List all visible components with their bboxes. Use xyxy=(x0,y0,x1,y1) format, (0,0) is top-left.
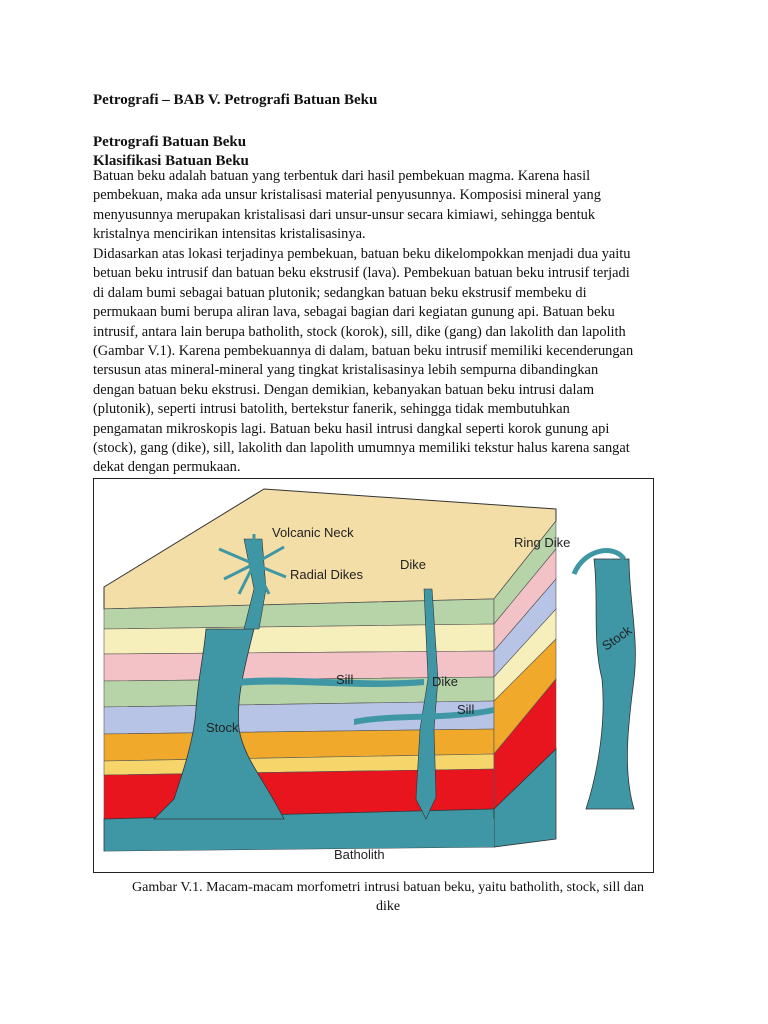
surface-layer xyxy=(104,489,556,609)
caption-line: dike xyxy=(375,899,401,914)
paragraph-line: tersusun atas mineral-mineral yang tingkat kristalisasinya lebih sempurna dibandingkan xyxy=(93,362,599,379)
diagram-canvas xyxy=(94,479,654,873)
label-stock-left: Stock xyxy=(206,720,239,735)
paragraph-line: (plutonik), seperti intrusi batolith, bertekstur fanerik, sehingga tidak membutuhkan xyxy=(93,401,570,418)
paragraph-2 xyxy=(93,245,683,478)
section-heading: Petrografi Batuan Beku xyxy=(93,134,247,150)
paragraph-line: menyusunnya merupakan kristalisasi dari unsur-unsur secara kimiawi, sehingga bentuk xyxy=(93,206,596,223)
figure-caption xyxy=(93,878,683,916)
label-dike-mid: Dike xyxy=(432,674,459,689)
paragraph-line: dekat dengan permukaan. xyxy=(93,459,241,476)
paragraph-line: (stock), gang (dike), sill, lakolith dan lapolith umumnya memiliki tekstur halus karena sangat xyxy=(93,440,630,457)
label-sill-1: Sill xyxy=(336,672,354,687)
subsection-heading: Klasifikasi Batuan Beku xyxy=(93,153,249,169)
paragraph-line: di dalam bumi sebagai batuan plutonik; sedangkan batuan beku ekstrusif membeku di xyxy=(93,284,587,301)
paragraph-line: dengan batuan beku ekstrusi. Dengan demikian, kebanyakan batuan beku intrusi dalam xyxy=(93,381,595,398)
document-title: Petrografi – BAB V. Petrografi Batuan Beku xyxy=(93,92,378,108)
paragraph-line: intrusif, antara lain berupa batholith, stock (korok), sill, dike (gang) dan lakolith dan lapolith xyxy=(93,323,626,340)
label-radial-dikes: Radial Dikes xyxy=(290,567,363,582)
paragraph-line: (Gambar V.1). Karena pembekuannya di dalam, batuan beku intrusif memiliki kecenderungan xyxy=(93,343,634,360)
paragraph-line: betuan beku intrusif dan batuan beku ekstrusif (lava). Pembekuan batuan beku intrusif terjadi xyxy=(93,265,630,282)
paragraph-line: Didasarkan atas lokasi terjadinya pembekuan, batuan beku dikelompokkan menjadi dua yaitu xyxy=(93,246,631,262)
label-sill-2: Sill xyxy=(457,702,475,717)
paragraph-1 xyxy=(93,167,683,245)
caption-line: Gambar V.1. Macam-macam morfometri intrusi batuan beku, yaitu batholith, stock, sill dan xyxy=(132,880,644,895)
label-volcanic-neck: Volcanic Neck xyxy=(272,525,354,540)
igneous-intrusion-diagram xyxy=(93,478,654,873)
label-batholith: Batholith xyxy=(334,847,385,862)
label-stock-right: Stock xyxy=(599,622,635,654)
paragraph-line: pembekuan, maka ada unsur kristalisasi material penyusunnya. Komposisi mineral yang xyxy=(93,187,601,204)
label-ring-dike: Ring Dike xyxy=(514,535,571,550)
label-dike-top: Dike xyxy=(400,557,427,572)
paragraph-line: permukaan bumi berupa aliran lava, sebagai bagian dari kegiatan gunung api. Batuan beku xyxy=(93,304,615,321)
paragraph-line: pengamatan mikroskopis lagi. Batuan beku hasil intrusi dangkal seperti korok gunung api xyxy=(93,420,610,437)
paragraph-line: Batuan beku adalah batuan yang terbentuk dari hasil pembekuan magma. Karena hasil xyxy=(93,168,591,184)
paragraph-line: kristalnya mencirikan intensitas kristalisasinya. xyxy=(93,226,366,243)
right-stock xyxy=(586,559,635,809)
